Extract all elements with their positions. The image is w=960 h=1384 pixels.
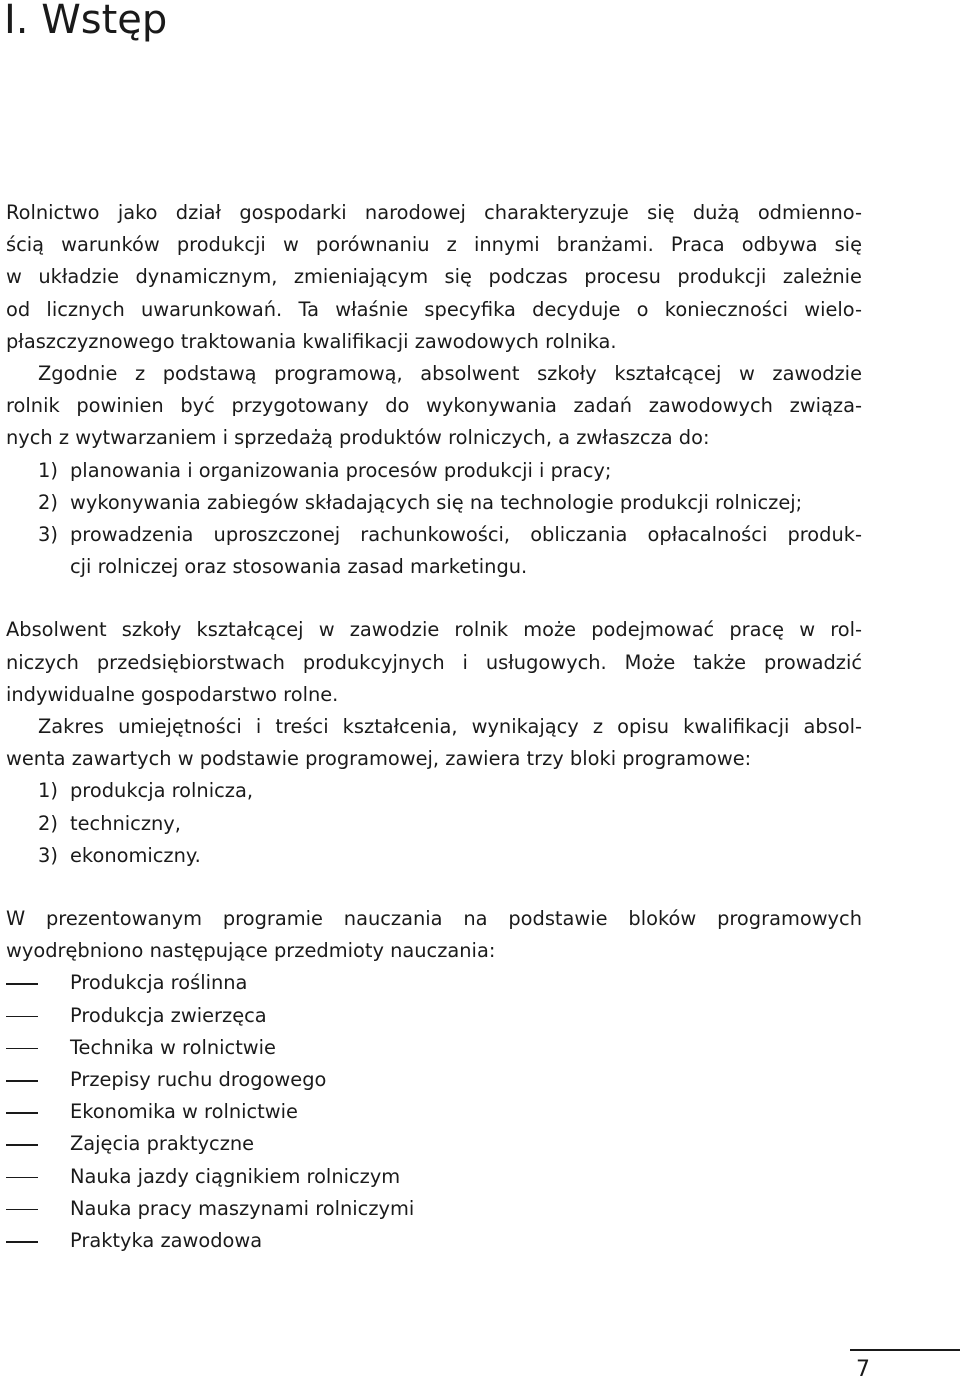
text-line: W prezentowanym programie nauczania na podstawie bloków programowych xyxy=(6,907,862,931)
list-item xyxy=(6,519,862,583)
list-item xyxy=(6,967,862,999)
text-line: od licznych uwarunkowań. Ta właśnie specyfika decyduje o konieczności wielo- xyxy=(6,297,862,321)
text-line: wenta zawartych w podstawie programowej, zawiera trzy bloki programowe: xyxy=(6,747,752,771)
list-item xyxy=(6,1225,862,1257)
list-item xyxy=(6,1032,862,1064)
subject-name: Technika w rolnictwie xyxy=(70,1035,276,1059)
tasks-list xyxy=(6,455,862,584)
dash-bullet xyxy=(6,1209,38,1211)
list-number: 1) xyxy=(38,458,58,482)
list-item xyxy=(6,487,862,519)
list-item-text: wykonywania zabiegów składających się na technologie produkcji rolniczej; xyxy=(70,490,803,514)
text-line: Zakres umiejętności i treści kształcenia, wynikający z opisu kwalifikacji absol- xyxy=(38,715,862,739)
list-item-text: produkcja rolnicza, xyxy=(70,779,253,803)
subjects-list xyxy=(6,967,862,1257)
paragraph-core-curriculum xyxy=(6,358,862,455)
dash-bullet xyxy=(6,1144,38,1146)
text-line: Rolnictwo jako dział gospodarki narodowej charakteryzuje się dużą odmienno- xyxy=(6,201,862,224)
text-line: płaszczyznowego traktowania kwalifikacji zawodowych rolnika. xyxy=(6,329,617,353)
dash-bullet xyxy=(6,1048,38,1050)
list-item-text: prowadzenia uproszczonej rachunkowości, obliczania opłacalności produk- xyxy=(70,523,862,547)
list-item xyxy=(6,1161,862,1193)
text-line: w układzie dynamicznym, zmieniającym się podczas procesu produkcji zależnie xyxy=(6,265,862,289)
dash-bullet xyxy=(6,1016,38,1018)
list-item xyxy=(6,1000,862,1032)
subject-name: Produkcja zwierzęca xyxy=(70,1003,267,1027)
subject-name: Praktyka zawodowa xyxy=(70,1229,263,1253)
list-item xyxy=(6,455,862,487)
text-line: niczych przedsiębiorstwach produkcyjnych i usługowych. Może także prowadzić xyxy=(6,650,862,674)
list-item-text: ekonomiczny. xyxy=(70,843,201,867)
text-line: indywidualne gospodarstwo rolne. xyxy=(6,682,339,706)
text-line: Zgodnie z podstawą programową, absolwent szkoły kształcącej w zawodzie xyxy=(38,362,862,386)
text-line: nych z wytwarzaniem i sprzedażą produktów rolniczych, a zwłaszcza do: xyxy=(6,426,710,450)
paragraph-gap xyxy=(6,872,862,903)
text-line: ścią warunków produkcji w porównaniu z innymi branżami. Praca odbywa się xyxy=(6,233,862,257)
dash-bullet xyxy=(6,983,38,985)
paragraph-intro xyxy=(6,197,862,358)
list-item xyxy=(6,775,862,807)
list-number: 1) xyxy=(38,779,58,803)
subject-name: Przepisy ruchu drogowego xyxy=(70,1068,327,1092)
dash-bullet xyxy=(6,1080,38,1082)
subject-name: Zajęcia praktyczne xyxy=(70,1132,255,1156)
text-line: wyodrębniono następujące przedmioty nauczania: xyxy=(6,939,496,963)
list-item-text: cji rolniczej oraz stosowania zasad marketingu. xyxy=(70,555,528,579)
paragraph-subjects xyxy=(6,903,862,967)
blocks-list xyxy=(6,775,862,872)
list-item xyxy=(6,1128,862,1160)
subject-name: Nauka pracy maszynami rolniczymi xyxy=(70,1196,415,1220)
list-item xyxy=(6,808,862,840)
list-item xyxy=(6,1064,862,1096)
document-body xyxy=(6,197,862,1257)
page-title: I. Wstęp xyxy=(4,0,168,43)
list-item-text: techniczny, xyxy=(70,811,181,835)
list-number: 3) xyxy=(38,523,58,547)
dash-bullet xyxy=(6,1112,38,1114)
paragraph-blocks xyxy=(6,711,862,775)
subject-name: Produkcja roślinna xyxy=(70,971,248,995)
dash-bullet xyxy=(6,1177,38,1179)
list-number: 2) xyxy=(38,490,58,514)
list-number: 3) xyxy=(38,843,58,867)
list-number: 2) xyxy=(38,811,58,835)
text-line: rolnik powinien być przygotowany do wykonywania zadań zawodowych związa- xyxy=(6,394,862,418)
subject-name: Ekonomika w rolnictwie xyxy=(70,1100,298,1124)
subject-name: Nauka jazdy ciągnikiem rolniczym xyxy=(70,1164,401,1188)
dash-bullet xyxy=(6,1241,38,1243)
text-line: Absolwent szkoły kształcącej w zawodzie rolnik może podejmować pracę w rol- xyxy=(6,618,862,642)
list-item xyxy=(6,1096,862,1128)
page-number: 7 xyxy=(856,1357,870,1382)
paragraph-gap xyxy=(6,583,862,614)
list-item-text: planowania i organizowania procesów produkcji i pracy; xyxy=(70,458,612,482)
paragraph-graduate xyxy=(6,614,862,711)
list-item xyxy=(6,840,862,872)
list-item xyxy=(6,1193,862,1225)
page-number-rule xyxy=(850,1349,960,1351)
